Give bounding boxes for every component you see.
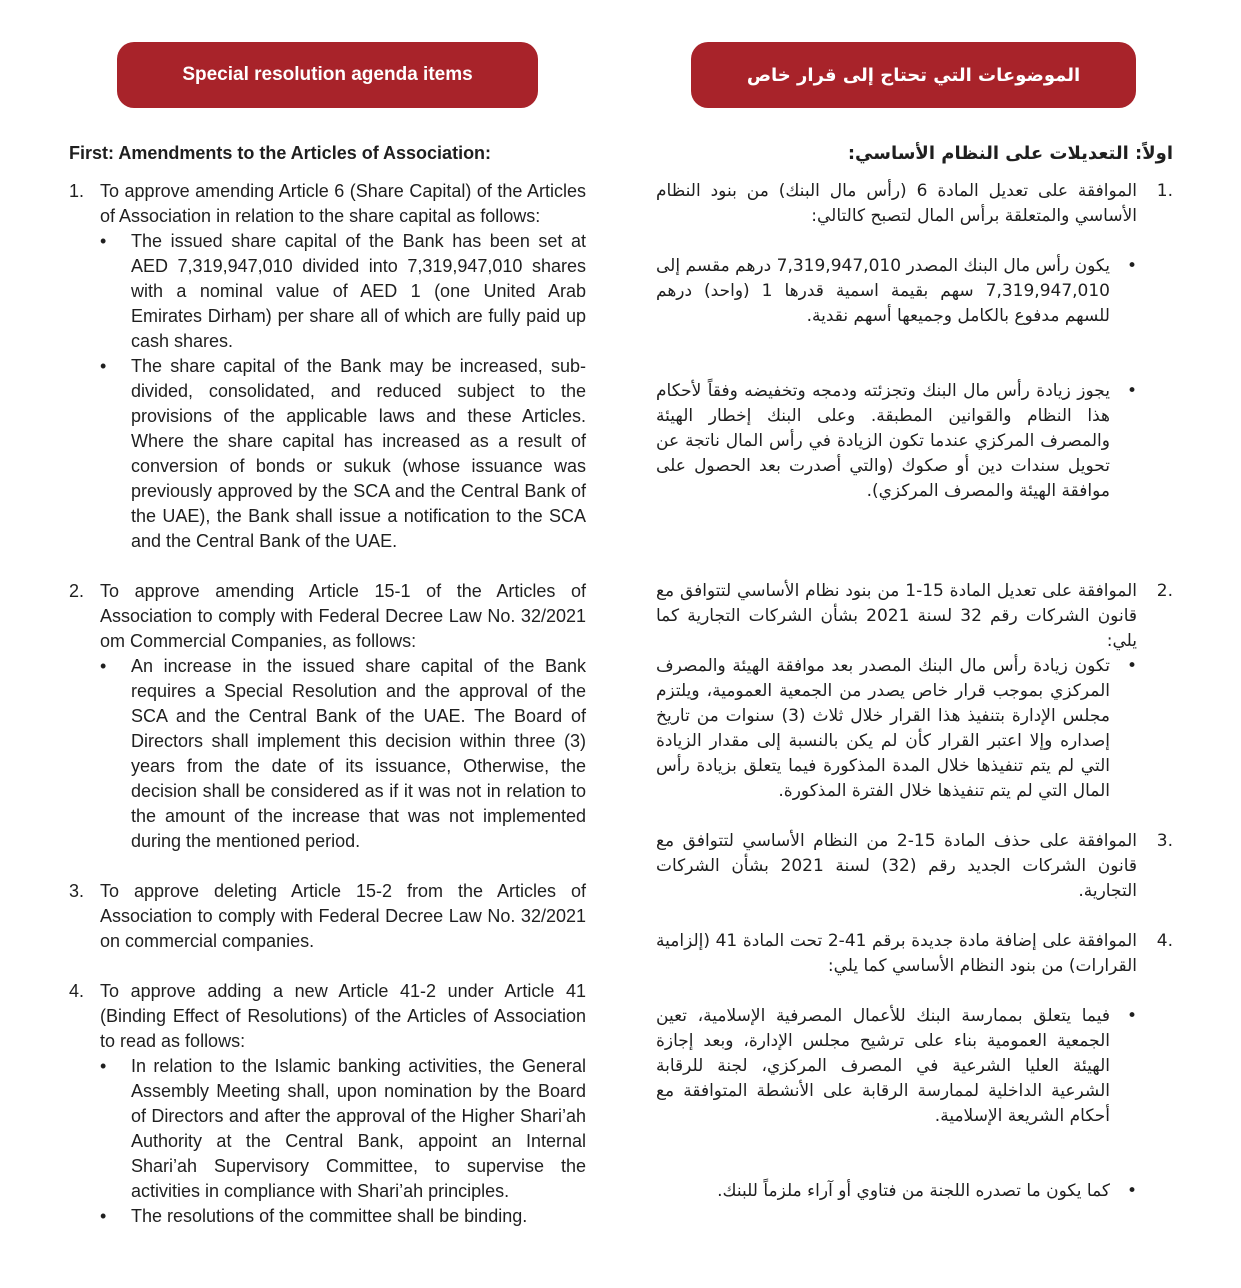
bullet-dot-icon: •	[1126, 256, 1137, 276]
header-title-ar: الموضوعات التي تحتاج إلى قرار خاص	[746, 64, 1081, 86]
bullet-dot-icon: •	[1126, 1006, 1137, 1026]
agenda-item-en	[69, 879, 586, 954]
item-text: الموافقة على إضافة مادة جديدة برقم 41-2 تحت المادة 41 (إلزامية القرارات) من بنود النظام الأساسي كما يلي:	[656, 931, 1137, 976]
bullet-item	[656, 1004, 1137, 1129]
bullet-item	[656, 1179, 1137, 1204]
agenda-item-en	[69, 579, 586, 854]
bullet-text: The resolutions of the committee shall be binding.	[131, 1206, 528, 1226]
bullet-item	[100, 1204, 586, 1229]
agenda-item-ar	[656, 829, 1173, 904]
bullet-item	[100, 229, 586, 354]
item-number: .1	[1156, 181, 1173, 201]
item-number: .3	[1156, 831, 1173, 851]
bullet-list	[656, 254, 1137, 504]
english-column	[69, 141, 586, 1229]
item-number: 4.	[69, 981, 85, 1001]
bullet-text: An increase in the issued share capital of the Bank requires a Special Resolution and the approval of the SCA and the Central Bank of the UAE. The Board of Directors shall implement this decision within three (3) years from the date of its issuance, Otherwise, the decision shall be considered as if it was not in relation to the amount of the increase that was not implemented during the mentioned period.	[131, 656, 586, 851]
bullet-dot-icon: •	[100, 231, 107, 251]
bullet-dot-icon: •	[1126, 656, 1137, 676]
bullet-item	[656, 654, 1137, 804]
bullet-text: The share capital of the Bank may be increased, sub-divided, consolidated, and reduced subject to the provisions of the applicable laws and these Articles. Where the share capital has increased as a result of conversion of bonds or sukuk (whose issuance was previously approved by the SCA and the Central Bank of the UAE), the Bank shall issue a notification to the SCA and the Central Bank of the UAE.	[131, 356, 586, 551]
bullet-text: كما يكون ما تصدره اللجنة من فتاوي أو آراء ملزماً للبنك.	[717, 1181, 1110, 1201]
bullet-dot-icon: •	[1126, 381, 1137, 401]
agenda-item-ar	[656, 179, 1173, 504]
bullet-dot-icon: •	[100, 1056, 107, 1076]
item-text: To approve amending Article 6 (Share Capital) of the Articles of Association in relation to the share capital as follows:	[100, 181, 586, 226]
bullet-text: يجوز زيادة رأس مال البنك وتجزئته ودمجه وتخفيضه وفقاً لأحكام هذا النظام والقوانين المطبقة. وعلى البنك إخطار الهيئة والمصرف المركزي عندما تكون الزيادة في رأس المال ناتجة عن تحويل سندات دين أو صكوك (والتي أصدرت بعد الحصول على موافقة الهيئة والمصرف المركزي).	[656, 381, 1110, 501]
section-title-en: First: Amendments to the Articles of Association:	[69, 143, 492, 163]
item-number: .2	[1156, 581, 1173, 601]
item-text: To approve adding a new Article 41-2 under Article 41 (Binding Effect of Resolutions) of the Articles of Association to read as follows:	[100, 981, 586, 1051]
bullet-item	[656, 379, 1137, 504]
agenda-item-en	[69, 179, 586, 554]
item-text: الموافقة على حذف المادة 15-2 من النظام الأساسي لتتوافق مع قانون الشركات الجديد رقم (32) لسنة 2021 بشأن الشركات التجارية.	[656, 831, 1138, 901]
bullet-list	[100, 229, 586, 554]
item-text: الموافقة على تعديل المادة 6 (رأس مال البنك) من بنود النظام الأساسي والمتعلقة برأس المال لتصبح كالتالي:	[656, 181, 1137, 226]
item-text: To approve deleting Article 15-2 from the Articles of Association to comply with Federal Decree Law No. 32/2021 on commercial companies.	[100, 881, 586, 951]
bullet-dot-icon: •	[1126, 1181, 1137, 1201]
header-title-en: Special resolution agenda items	[182, 64, 473, 85]
bullet-list	[656, 654, 1137, 804]
agenda-list-ar	[656, 179, 1173, 1204]
bullet-list	[100, 654, 586, 854]
agenda-item-ar	[656, 579, 1173, 804]
bullet-dot-icon: •	[100, 1206, 107, 1226]
item-number: 2.	[69, 581, 85, 601]
bullet-list	[100, 1054, 586, 1229]
bullet-text: فيما يتعلق بممارسة البنك للأعمال المصرفية الإسلامية، تعين الجمعية العمومية بناء على ترشيح مجلس الإدارة، وبعد إجازة الهيئة العليا الشرعية في المصرف المركزي، لجنة للرقابة الشرعية الداخلية لممارسة الرقابة على الأنشطة المتوافقة مع أحكام الشريعة الإسلامية.	[656, 1006, 1110, 1126]
agenda-item-ar	[656, 929, 1173, 1204]
item-number: .4	[1156, 931, 1173, 951]
bullet-list	[656, 1004, 1137, 1204]
item-text: الموافقة على تعديل المادة 15-1 من بنود نظام الأساسي لتتوافق مع قانون الشركات رقم 32 لسنة 2021 بشأن الشركات التجارية كما يلي:	[656, 581, 1137, 651]
bullet-text: In relation to the Islamic banking activities, the General Assembly Meeting shall, upon nomination by the Board of Directors and after the approval of the Higher Shari’ah Authority at the Central Bank, appoint an Internal Shari’ah Supervisory Committee, to supervise the activities in compliance with Shari’ah principles.	[131, 1056, 586, 1201]
item-text: To approve amending Article 15-1 of the Articles of Association to comply with Federal Decree Law No. 32/2021 om Commercial Companies, as follows:	[100, 581, 586, 651]
bullet-item	[100, 354, 586, 554]
bullet-item	[656, 254, 1137, 329]
section-title-ar: اولاً: التعديلات على النظام الأساسي:	[847, 143, 1173, 164]
item-number: 3.	[69, 881, 85, 901]
bullet-item	[100, 1054, 586, 1204]
arabic-column	[656, 141, 1173, 1204]
item-number: 1.	[69, 181, 85, 201]
bullet-text: The issued share capital of the Bank has been set at AED 7,319,947,010 divided into 7,319,947,010 shares with a nominal value of AED 1 (one United Arab Emirates Dirham) per share all of which are fully paid up cash shares.	[131, 231, 586, 351]
header-special-resolution-ar	[691, 42, 1136, 108]
bullet-dot-icon: •	[100, 656, 107, 676]
bullet-dot-icon: •	[100, 356, 107, 376]
header-special-resolution-en	[117, 42, 538, 108]
bullet-item	[100, 654, 586, 854]
bullet-text: تكون زيادة رأس مال البنك المصدر بعد موافقة الهيئة والمصرف المركزي بموجب قرار خاص يصدر من الجمعية العمومية، ويلتزم مجلس الإدارة بتنفيذ هذا القرار خلال ثلاث (3) سنوات من تاريخ إصداره وإلا اعتبر القرار كأن لم يكن بالنسبة إلى مقدار الزيادة التي لم يتم تنفيذها خلال المدة المذكورة فيما يتعلق بزيادة رأس المال التي لم يتم تنفيذها خلال الفترة المذكورة.	[656, 656, 1110, 801]
bullet-text: يكون رأس مال البنك المصدر 7,319,947,010 درهم مقسم إلى 7,319,947,010 سهم بقيمة اسمية قدرها 1 (واحد) درهم للسهم مدفوع بالكامل وجميعها أسهم نقدية.	[656, 256, 1111, 326]
agenda-item-en	[69, 979, 586, 1229]
agenda-list-en	[69, 179, 586, 1229]
